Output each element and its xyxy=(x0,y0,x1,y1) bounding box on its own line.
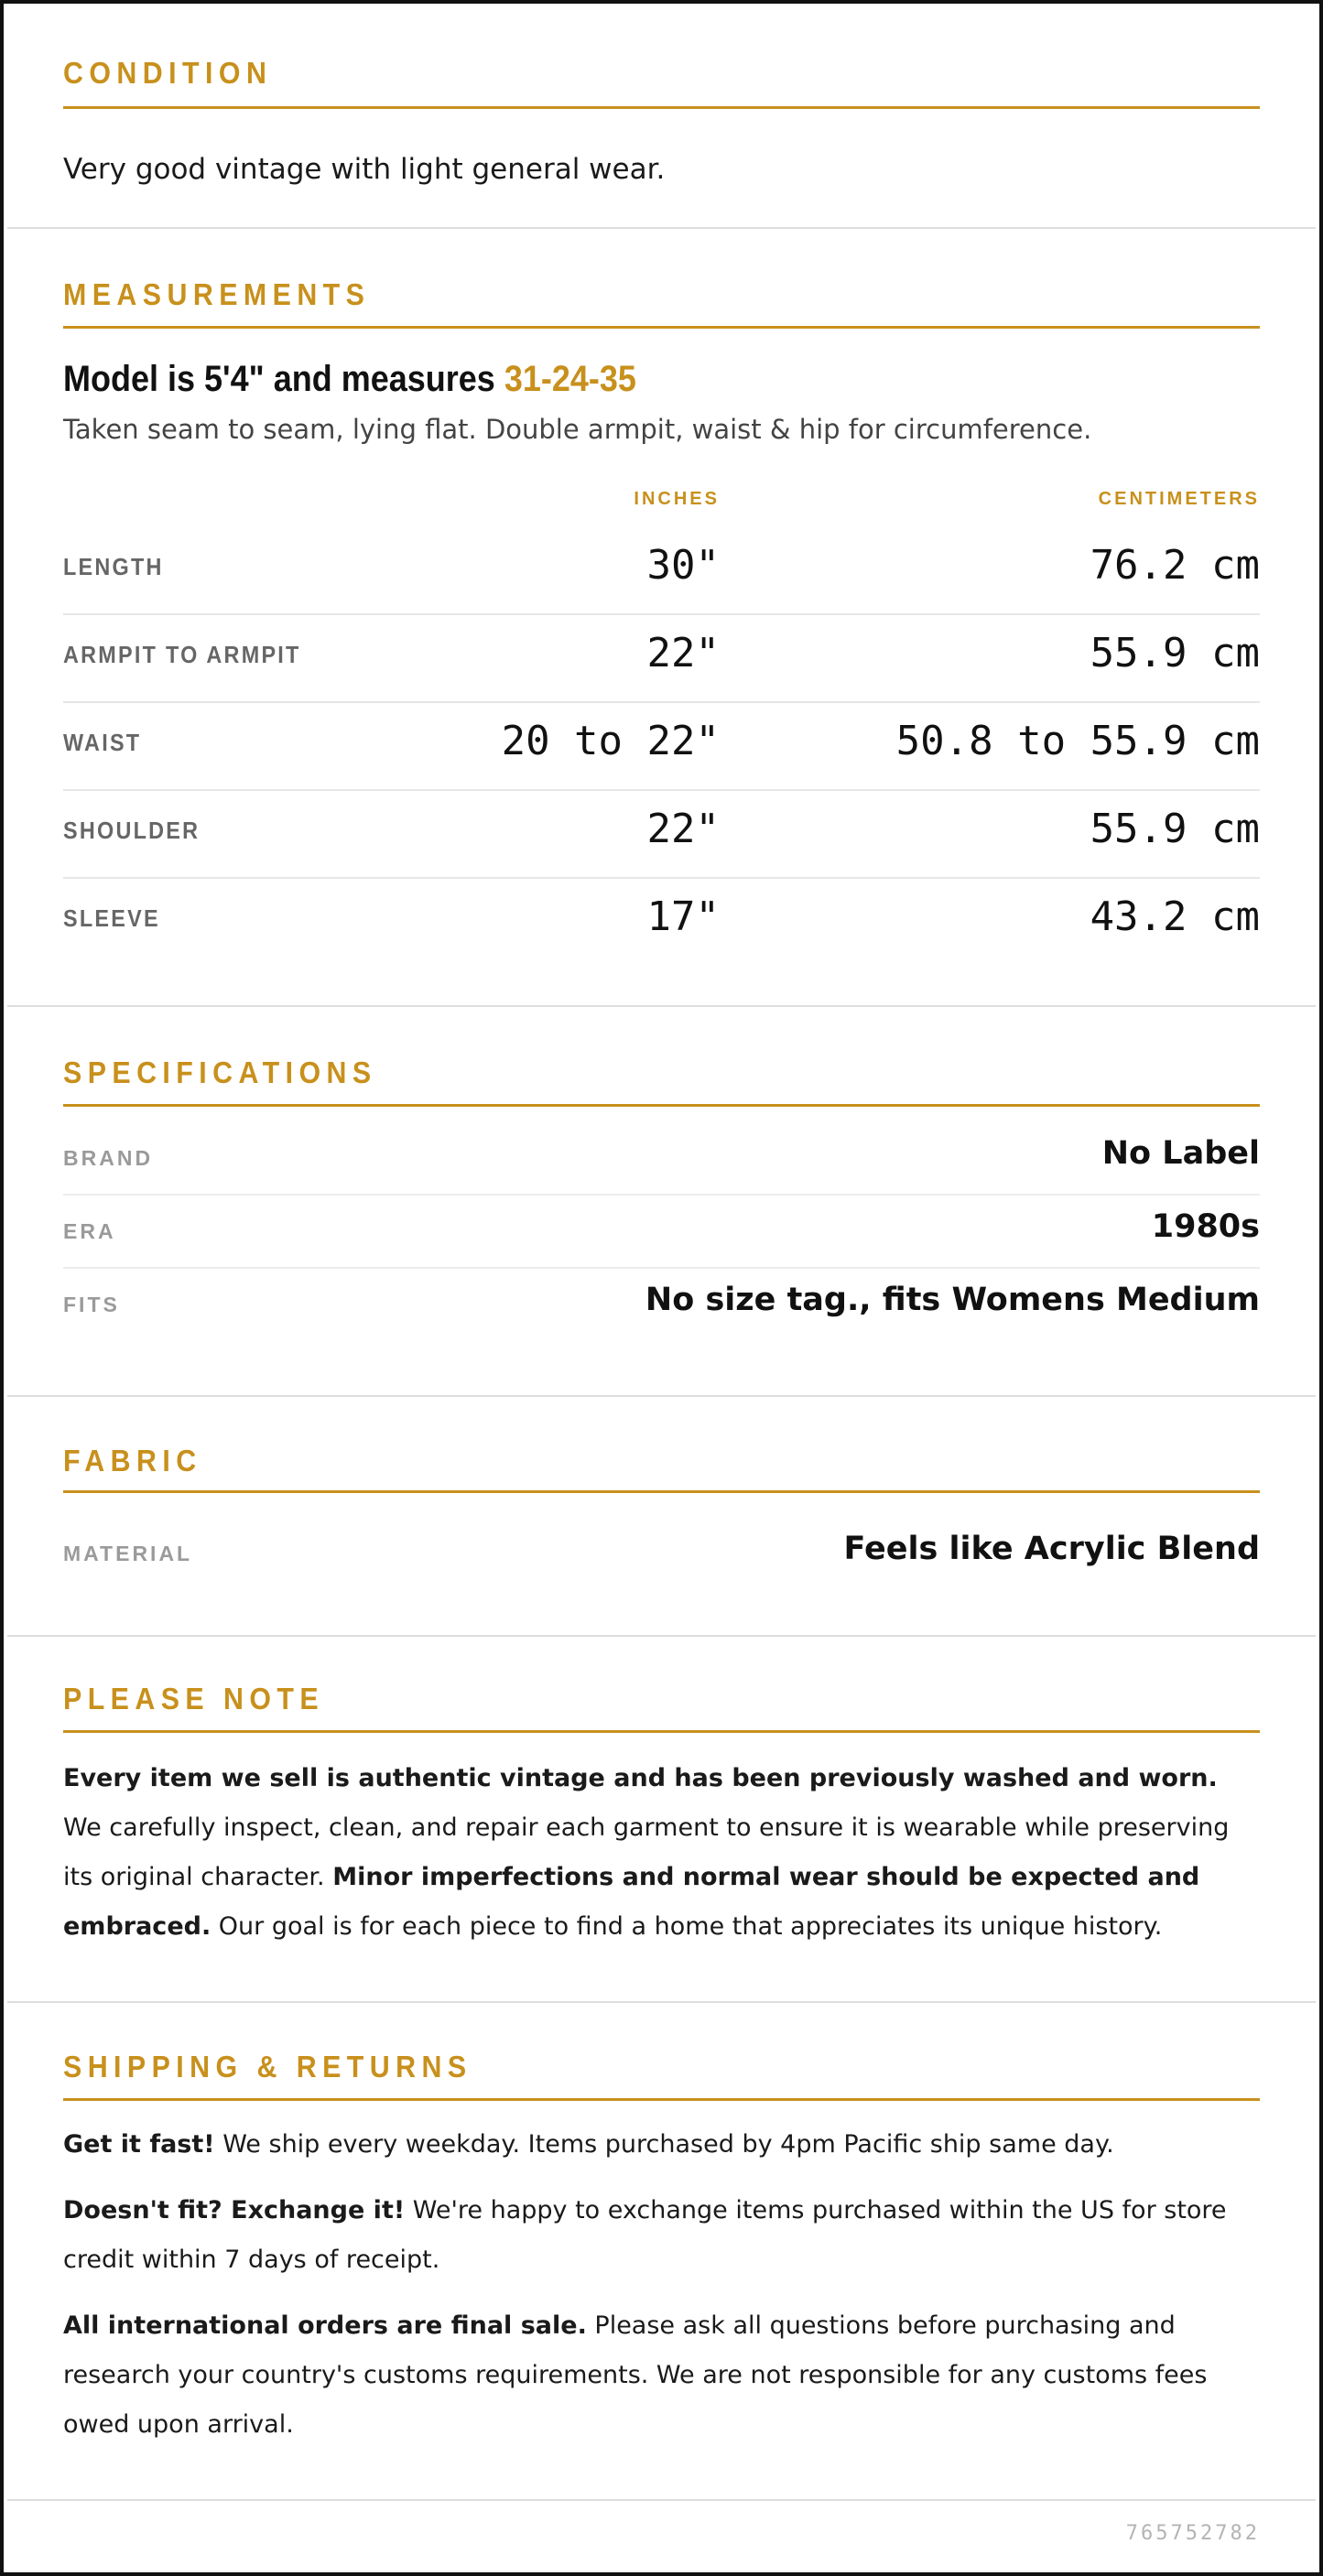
measurement-label: WAIST xyxy=(63,729,142,756)
fabric-label: MATERIAL xyxy=(63,1542,193,1565)
measurement-cm: 55.9 cm xyxy=(1090,806,1260,852)
shipping-paragraph-2 xyxy=(63,2186,1260,2285)
measurement-cm: 55.9 cm xyxy=(1090,630,1260,676)
shipping-text-1: We ship every weekday. Items purchased by 4pm Pacific ship same day. xyxy=(214,2130,1114,2159)
fabric-rule xyxy=(63,1490,1260,1493)
measurement-inches: 22" xyxy=(646,630,720,676)
measurement-label: SHOULDER xyxy=(63,817,201,844)
shipping-bold-1: Get it fast! xyxy=(63,2130,215,2159)
centimeters-column-header: CENTIMETERS xyxy=(1098,489,1260,509)
shipping-text-2: We're happy to exchange items purchased within the US for store credit within 7 days of receipt. xyxy=(63,2196,1227,2274)
condition-rule xyxy=(63,106,1260,109)
shipping-paragraph-1 xyxy=(63,2120,1260,2170)
measurements-section xyxy=(7,229,1316,1007)
fabric-value: Feels like Acrylic Blend xyxy=(843,1531,1260,1567)
spec-row-era xyxy=(63,1194,1260,1269)
measurement-row-shoulder xyxy=(63,789,1260,879)
condition-heading: CONDITION xyxy=(63,56,273,90)
specifications-section xyxy=(7,1007,1316,1397)
model-measure: 31-24-35 xyxy=(504,359,636,399)
condition-text: Very good vintage with light general wear. xyxy=(63,153,666,186)
please-note-section xyxy=(7,1637,1316,2003)
measurement-inches: 30" xyxy=(646,542,720,589)
measurement-inches: 17" xyxy=(646,893,720,940)
spec-value: 1980s xyxy=(1151,1208,1260,1245)
spec-label: BRAND xyxy=(63,1146,154,1170)
measurements-heading: MEASUREMENTS xyxy=(63,277,371,311)
shipping-bold-3: All international orders are final sale. xyxy=(63,2311,587,2340)
measurement-label: ARMPIT TO ARMPIT xyxy=(63,641,301,668)
shipping-rule xyxy=(63,2098,1260,2101)
measurement-cm: 43.2 cm xyxy=(1090,893,1260,940)
note-bold-1: Every item we sell is authentic vintage and has been previously washed and worn. xyxy=(63,1764,1218,1792)
model-info xyxy=(63,359,636,400)
measurement-row-length xyxy=(63,525,1260,615)
fabric-section xyxy=(7,1397,1316,1637)
measurements-rule xyxy=(63,326,1260,329)
please-note-text xyxy=(63,1754,1260,1952)
measurement-row-sleeve xyxy=(63,877,1260,965)
note-text-1: We carefully inspect, clean, and repair each garment to ensure it is wearable while preserving its original character. xyxy=(63,1813,1230,1891)
shipping-heading: SHIPPING & RETURNS xyxy=(63,2050,472,2084)
measurement-cm: 76.2 cm xyxy=(1090,542,1260,589)
inches-column-header: INCHES xyxy=(634,489,720,509)
shipping-section xyxy=(7,2003,1316,2501)
specifications-heading: SPECIFICATIONS xyxy=(63,1055,377,1089)
spec-row-brand xyxy=(63,1120,1260,1196)
spec-label: FITS xyxy=(63,1293,120,1316)
please-note-heading: PLEASE NOTE xyxy=(63,1682,325,1716)
shipping-text-3: Please ask all questions before purchasing and research your country's customs requirements. We are not responsible for any customs fees owed upon arrival. xyxy=(63,2311,1208,2439)
spec-row-fits xyxy=(63,1267,1260,1340)
product-id: 765752782 xyxy=(1125,2522,1260,2545)
shipping-paragraph-3 xyxy=(63,2301,1260,2450)
measurement-inches: 22" xyxy=(646,806,720,852)
note-bold-2: Minor imperfections and normal wear should be expected and embraced. xyxy=(63,1863,1200,1941)
measurement-note: Taken seam to seam, lying flat. Double armpit, waist & hip for circumference. xyxy=(63,414,1092,445)
spec-value: No size tag., fits Womens Medium xyxy=(645,1282,1260,1318)
condition-section xyxy=(7,7,1316,229)
fabric-heading: FABRIC xyxy=(63,1444,202,1477)
note-text-2: Our goal is for each piece to find a home that appreciates its unique history. xyxy=(211,1912,1163,1941)
model-prefix: Model is 5'4" and measures xyxy=(63,359,504,399)
please-note-rule xyxy=(63,1730,1260,1733)
measurement-row-waist xyxy=(63,701,1260,791)
measurement-inches: 20 to 22" xyxy=(501,718,720,764)
measurement-label: LENGTH xyxy=(63,553,164,580)
measurement-cm: 50.8 to 55.9 cm xyxy=(895,718,1260,764)
spec-value: No Label xyxy=(1101,1135,1260,1172)
measurement-label: SLEEVE xyxy=(63,904,160,932)
fabric-row-material xyxy=(63,1516,1260,1589)
measurement-row-armpit xyxy=(63,613,1260,703)
specifications-rule xyxy=(63,1104,1260,1107)
spec-label: ERA xyxy=(63,1219,116,1243)
shipping-bold-2: Doesn't fit? Exchange it! xyxy=(63,2196,406,2224)
